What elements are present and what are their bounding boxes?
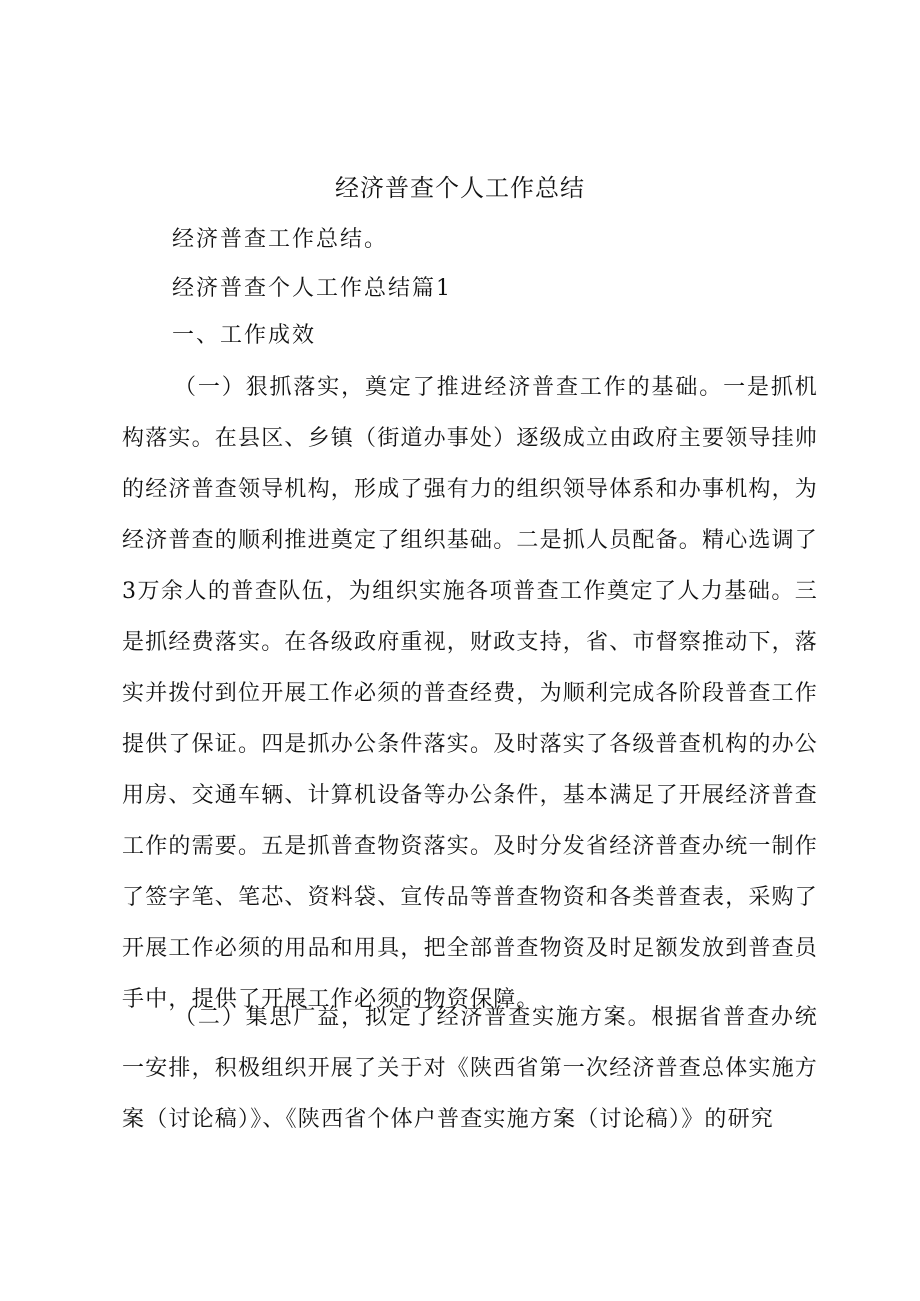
document-subtitle: 经济普查工作总结。 (172, 227, 389, 252)
section-heading: 经济普查个人工作总结篇1 (172, 276, 452, 301)
body-paragraph-2: （二）集思广益，拟定了经济普查实施方案。根据省普查办统一安排，积极组织开展了关于对《陕西省第一次经济普查总体实施方案（讨论稿）》、《陕西省个体户普查实施方案（讨论稿）》的研究 (122, 1005, 819, 1132)
document-title: 经济普查个人工作总结 (335, 174, 585, 202)
body-paragraph-1: （一）狠抓落实，奠定了推进经济普查工作的基础。一是抓机构落实。在县区、乡镇（街道办事处）逐级成立由政府主要领导挂帅的经济普查领导机构，形成了强有力的组织领导体系和办事机构，为经济普查的顺利推进奠定了组织基础。二是抓人员配备。精心选调了3万余人的普查队伍，为组织实施各项普查工作奠定了人力基础。三是抓经费落实。在各级政府重视，财政支持，省、市督察推动下，落实并拨付到位开展工作必须的普查经费，为顺利完成各阶段普查工作提供了保证。四是抓办公条件落实。及时落实了各级普查机构的办公用房、交通车辆、计算机设备等办公条件，基本满足了开展经济普查工作的需要。五是抓普查物资落实。及时分发省经济普查办统一制作了签字笔、笔芯、资料袋、宣传品等普查物资和各类普查表，采购了开展工作必须的用品和用具，把全部普查物资及时足额发放到普查员手中，提供了开展工作必须的物资保障。 (122, 375, 819, 1012)
part-heading: 一、工作成效 (172, 323, 317, 348)
